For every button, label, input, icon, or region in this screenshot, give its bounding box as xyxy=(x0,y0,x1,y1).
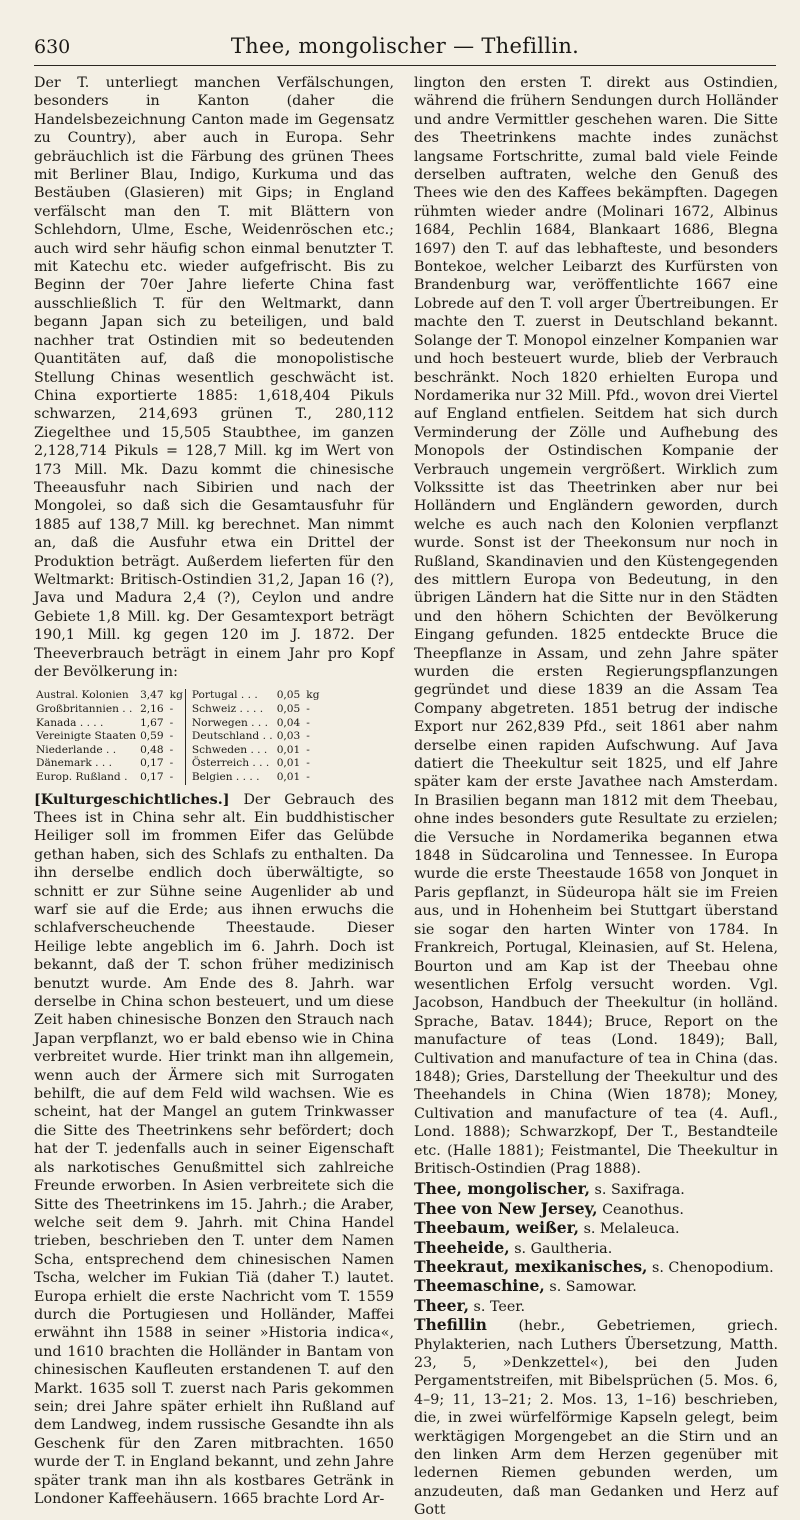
dictionary-entry xyxy=(414,1316,778,1519)
consumption-value: 0,01 xyxy=(276,743,301,756)
dictionary-entry xyxy=(414,1219,778,1238)
consumption-unit: - xyxy=(169,757,174,770)
consumption-unit: - xyxy=(169,703,174,715)
consumption-unit: - xyxy=(169,730,174,743)
consumption-unit: - xyxy=(306,703,310,715)
consumption-unit: - xyxy=(169,743,174,756)
consumption-row xyxy=(190,757,322,771)
consumption-country: Österreich . . . xyxy=(191,757,270,770)
consumption-row xyxy=(34,730,185,744)
dictionary-entry xyxy=(414,1277,778,1296)
consumption-value: 0,17 xyxy=(140,770,164,783)
paragraph-adulteration: Der T. unterliegt manchen Verfälschungen, besonders in Kanton (daher die Handelsbezeichnung Canton made im Gegensatz zu Country), aber auch in Europa. Sehr gebräuchlich ist die Färbung des grünen Thees mit Berliner Blau, Indigo, Kurkuma und das Bestäuben (Glasieren) mit Gips; in England verfälscht man den T. mit Blättern von Schlehdorn, Ulme, Esche, Weidenröschen etc.; auch wird sehr häufig schon einmal benutzter T. mit Katechu etc. wieder aufgefrischt. Bis zu Beginn der 70er Jahre lieferte China fast ausschließlich T. für den Weltmarkt, dann begann Japan sich zu beteiligen, und bald nachher trat Ostindien mit so bedeutenden Quantitäten auf, daß die monopolistische Stellung Chinas wesentlich geschwächt ist. China exportierte 1885: 1,618,404 Pikuls schwarzen, 214,693 grünen T., 280,112 Ziegelthee und 15,505 Staubthee, im ganzen 2,128,714 Pikuls = 128,7 Mill. kg im Wert von 173 Mill. Mk. Dazu kommt die chinesische Theeausfuhr nach Sibirien und nach der Mongolei, so daß sich die Gesamtausfuhr für 1885 auf 138,7 Mill. kg berechnet. Man nimmt an, daß die Ausfuhr etwa ein Drittel der Produktion beträgt. Außerdem lieferten für den Weltmarkt: Britisch-Ostindien 31,2, Japan 16 (?), Java und Madura 2,4 (?), Ceylon und andre Gebiete 1,8 Mill. kg. Der Gesamtexport beträgt 190,1 Mill. kg gegen 120 im J. 1872. Der Theeverbrauch beträgt in einem Jahr pro Kopf der Bevölkerung in: xyxy=(34,75,394,680)
consumption-country: Europ. Rußland . xyxy=(36,770,128,783)
paragraph-history xyxy=(34,791,394,1509)
consumption-row xyxy=(190,730,322,744)
entry-reference: (hebr., Gebetriemen, griech. Phylakterien, nach Luthers Übersetzung, Matth. 23, 5, »Denkzettel«), bei den Juden Pergamentstreifen, mit Bibelsprüchen (5. Mos. 6, 4–9; 11, 13–21; 2. Mos. 13, 1–16) beschrieben, die, in zwei würfelförmige Kapseln gelegt, beim werktägigen Morgengebet an die Stirn und an den linken Arm dem Herzen gegenüber mit ledernen Riemen gebunden werden, um anzudeuten, daß man Gedanken und Herz auf Gott xyxy=(414,1318,778,1519)
consumption-unit: - xyxy=(306,716,310,729)
consumption-row xyxy=(34,717,185,731)
section-label: [Kulturgeschichtliches.] xyxy=(34,791,230,808)
consumption-value: 0,03 xyxy=(276,730,301,743)
consumption-value: 3,47 xyxy=(140,689,164,702)
left-column xyxy=(34,74,394,1508)
entry-headword: Theemaschine, xyxy=(414,1276,545,1296)
consumption-table-left xyxy=(34,689,186,784)
consumption-country: Großbritannien . . xyxy=(36,703,133,715)
dictionary-entry xyxy=(414,1200,778,1219)
consumption-country: Norwegen . . . xyxy=(191,716,268,729)
dictionary-entry xyxy=(414,1239,778,1258)
consumption-row xyxy=(34,703,185,717)
consumption-country: Austral. Kolonien xyxy=(36,689,129,702)
consumption-unit: - xyxy=(169,716,174,729)
entry-headword: Thee von New Jersey, xyxy=(414,1198,598,1218)
consumption-table-right xyxy=(190,689,322,784)
paragraph-continuation: lington den ersten T. direkt aus Ostindien, während die frühern Sendungen durch Holländer und andre Vermittler geschehen waren. Die Sitte des Theetrinkens machte indes zunächst langsame Fortschritte, zumal bald viele Feinde derselben auftraten, welche den Genuß des Thees wie den des Kaffees bekämpften. Dagegen rühmten wieder andre (Molinari 1672, Albinus 1684, Pechlin 1684, Blankaart 1686, Blegna 1697) den T. auf das lebhafteste, und besonders Bontekoe, welcher Leibarzt des Kurfürsten von Brandenburg war, veröffentlichte 1667 eine Lobrede auf den T. voll arger Übertreibungen. Er machte den T. zuerst in Deutschland bekannt. Solange der T. Monopol einzelner Kompanien war und hoch besteuert wurde, blieb der Verbrauch beschränkt. Noch 1820 erhielten Europa und Nordamerika nur 32 Mill. Pfd., wovon drei Viertel auf England entfielen. Seitdem hat sich durch Verminderung der Zölle und Aufhebung des Monopols der Ostindischen Kompanie der Verbrauch ungemein vergrößert. Wirklich zum Volkssitte ist das Theetrinken aber nur bei Holländern und Engländern geworden, durch welche es auch nach den Kolonien verpflanzt wurde. Sonst ist der Theekonsum nur noch in Rußland, Skandinavien und den Küstengegenden des mittlern Europa von Bedeutung, in den übrigen Ländern hat die Sitte nur in den Städten und den höhern Schichten der Bevölkerung Eingang gefunden. 1825 entdeckte Bruce die Theepflanze in Assam, und zehn Jahre später wurden die ersten Regierungspflanzungen gegründet und diese 1839 an die Assam Tea Company abgetreten. 1851 betrug der indische Export nur 262,839 Pfd., seit 1861 aber nahm derselbe einen rapiden Aufschwung. Auf Java datiert die Theekultur seit 1825, und elf Jahre später kam der erste Javathee nach Amsterdam. In Brasilien begann man 1812 mit dem Theebau, ohne indes besonders gute Resultate zu erzielen; die Versuche in Nordamerika begannen etwa 1848 in Südcarolina und Tennessee. In Europa wurde die erste Theestaude 1658 von Jonquet in Paris gepflanzt, in Südeuropa hält sie im Freien aus, und in Hohenheim bei Stuttgart überstand sie sogar den harten Winter von 1784. In Frankreich, Portugal, Kleinasien, auf St. Helena, Bourton und am Kap ist der Theebau ohne wesentlichen Erfolg versucht worden. Vgl. Jacobson, Handbuch der Theekultur (in holländ. Sprache, Batav. 1844); Bruce, Report on the manufacture of teas (Lond. 1849); Ball, Cultivation and manufacture of tea in China (das. 1848); Gries, Darstellung der Theekultur und des Theehandels in China (Wien 1878); Money, Cultivation and manufacture of tea (4. Aufl., Lond. 1888); Schwarzkopf, Der T., Bestandteile etc. (Halle 1881); Feistmantel, Die Theekultur in Britisch-Ostindien (Prag 1888). xyxy=(414,75,778,1177)
entry-reference: s. Chenopodium. xyxy=(647,1260,774,1276)
dictionary-entry xyxy=(414,1180,778,1199)
entry-reference: s. Teer. xyxy=(468,1298,526,1315)
consumption-row xyxy=(34,689,185,703)
consumption-unit: kg xyxy=(169,689,183,702)
consumption-country: Portugal . . . xyxy=(191,689,258,702)
consumption-country: Schweiz . . . . xyxy=(191,703,264,715)
consumption-row xyxy=(190,703,322,717)
consumption-country: Kanada . . . . xyxy=(36,716,104,729)
page-number: 630 xyxy=(34,36,71,58)
page-title: Thee, mongolischer — Thefillin. xyxy=(230,34,580,58)
page-header xyxy=(34,36,776,66)
entry-headword: Theer, xyxy=(414,1295,469,1315)
consumption-country: Niederlande . . xyxy=(36,743,117,756)
entry-headword: Theebaum, weißer, xyxy=(414,1218,580,1238)
dictionary-entry xyxy=(414,1297,778,1316)
consumption-row xyxy=(190,771,322,785)
consumption-value: 2,16 xyxy=(140,703,164,715)
right-column xyxy=(414,74,778,1520)
consumption-row xyxy=(190,744,322,758)
entry-reference: s. Gaultheria. xyxy=(509,1240,613,1257)
consumption-unit: - xyxy=(306,770,310,783)
entry-headword: Thefillin xyxy=(414,1315,487,1335)
history-text: Der Gebrauch des Thees ist in China sehr alt. Ein buddhistischer Heiliger soll im frommen Eifer das Gelübde gethan haben, sich des Schlafs zu enthalten. Da ihn derselbe endlich doch überwältigte, so schnitt er zur Sühne seine Augenlider ab und warf sie auf die Erde; aus ihnen erwuchs die schlafverscheuchende Theestaude. Dieser Heilige lebte angeblich im 6. Jahrh. Doch ist bekannt, daß der T. schon früher medizinisch benutzt wurde. Am Ende des 8. Jahrh. war derselbe in China schon besteuert, und um diese Zeit haben chinesische Bonzen den Strauch nach Japan verpflanzt, wo er bald ebenso wie in China verbreitet wurde. Hier trinkt man ihn allgemein, wenn auch der Ärmere sich mit Surrogaten behilft, die auf dem Feld wild wachsen. Wie es scheint, hat der Mangel an gutem Trinkwasser die Sitte des Theetrinkens sehr befördert; doch hat der T. jedenfalls auch in seiner Eigenschaft als narkotisches Genußmittel sich zahlreiche Freunde erworben. In Asien verbreitete sich die Sitte des Theetrinkens im 15. Jahrh.; die Araber, welche seit dem 9. Jahrh. mit China Handel trieben, beschrieben den T. unter dem Namen Scha, entsprechend dem chinesischen Namen Tscha, welcher im Fukian Tiä (daher T.) lautet. Europa erhielt die erste Nachricht vom T. 1559 durch die Portugiesen und Holländer, Maffei erwähnt ihn 1588 in seiner »Historia indica«, und 1610 brachten die Holländer in Bantam von chinesischen Kaufleuten erstandenen T. auf den Markt. 1635 soll T. zuerst nach Paris gekommen sein; drei Jahre später erhielt ihn Rußland auf dem Landweg, indem russische Gesandte ihn als Geschenk für den Zaren mitbrachten. 1650 wurde der T. in England bekannt, und zehn Jahre später trank man ihn als kostbares Getränk in Londoner Kaffeehäusern. 1665 brachte Lord Ar- xyxy=(34,791,394,1507)
consumption-unit: - xyxy=(306,743,310,756)
consumption-row xyxy=(190,717,322,731)
consumption-value: 0,04 xyxy=(276,716,301,729)
consumption-value: 0,59 xyxy=(140,730,164,743)
consumption-value: 0,17 xyxy=(140,757,164,770)
consumption-country: Deutschland . . xyxy=(191,730,273,743)
consumption-row xyxy=(34,744,185,758)
consumption-value: 0,01 xyxy=(276,770,301,783)
entry-headword: Theeheide, xyxy=(414,1237,510,1257)
consumption-row xyxy=(34,771,185,785)
entry-headword: Thee, mongolischer, xyxy=(414,1179,591,1199)
consumption-value: 0,05 xyxy=(276,689,301,702)
entry-reference: s. Samowar. xyxy=(544,1279,637,1296)
dictionary-entry xyxy=(414,1258,778,1277)
consumption-country: Schweden . . . xyxy=(191,743,268,756)
consumption-value: 1,67 xyxy=(140,716,164,729)
consumption-unit: - xyxy=(306,730,310,743)
consumption-unit: - xyxy=(306,757,310,770)
consumption-country: Dänemark . . . xyxy=(36,757,112,770)
consumption-value: 0,05 xyxy=(276,703,301,715)
consumption-value: 0,48 xyxy=(140,743,164,756)
entry-reference: s. Saxifraga. xyxy=(590,1182,685,1199)
entry-reference: s. Melaleuca. xyxy=(579,1221,680,1238)
consumption-value: 0,01 xyxy=(276,757,301,770)
consumption-row xyxy=(190,689,322,703)
consumption-country: Vereinigte Staaten xyxy=(36,730,137,743)
entry-reference: Ceanothus. xyxy=(597,1201,684,1218)
consumption-country: Belgien . . . . xyxy=(191,770,260,783)
consumption-table xyxy=(34,689,394,784)
entry-list xyxy=(414,1180,778,1519)
consumption-row xyxy=(34,757,185,771)
consumption-unit: - xyxy=(169,770,174,783)
entry-headword: Theekraut, mexikanisches, xyxy=(414,1257,648,1276)
consumption-unit: kg xyxy=(306,689,320,702)
